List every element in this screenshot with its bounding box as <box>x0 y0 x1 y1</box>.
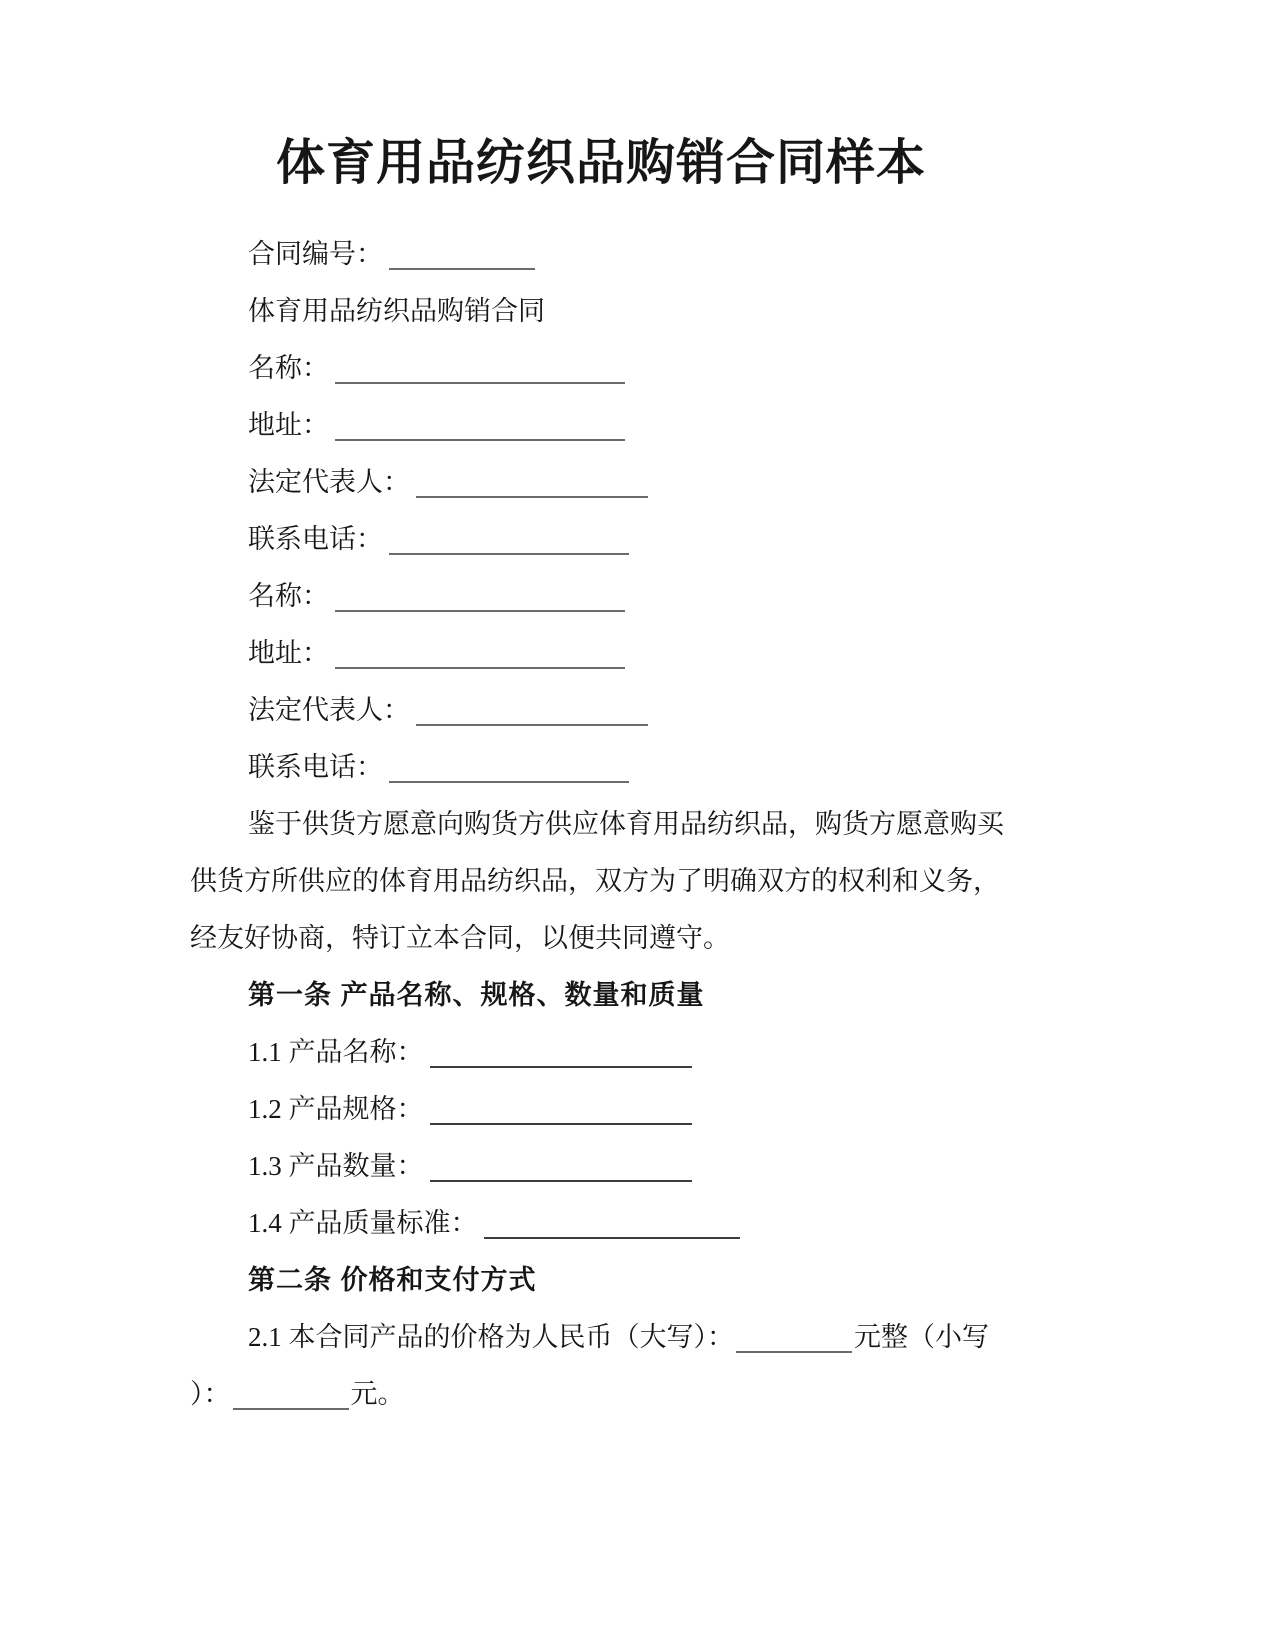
amount-capital-blank <box>736 1325 852 1353</box>
clause-1-1-line <box>190 1024 1012 1081</box>
party-b-legal-rep-line <box>190 682 1012 739</box>
party-b-name-blank <box>335 584 625 612</box>
clause-2-1-text-prefix: 2.1 本合同产品的价格为人民币（大写）： <box>248 1322 734 1352</box>
party-b-address-blank <box>335 641 625 669</box>
article-1-heading: 第一条 产品名称、规格、数量和质量 <box>248 980 705 1010</box>
clause-2-1-line2-prefix: ）： <box>190 1379 231 1409</box>
amount-numeric-blank <box>233 1382 349 1410</box>
party-a-phone-blank <box>389 527 629 555</box>
party-b-phone-blank <box>389 755 629 783</box>
party-b-address-label: 地址： <box>248 638 329 668</box>
party-b-address-line <box>190 625 1012 682</box>
party-a-address-label: 地址： <box>248 410 329 440</box>
clause-1-3-label: 1.3 产品数量： <box>248 1151 424 1181</box>
party-b-name-line <box>190 568 1012 625</box>
clause-1-3-line <box>190 1138 1012 1195</box>
party-a-legal-rep-label: 法定代表人： <box>248 467 410 497</box>
party-a-address-line <box>190 397 1012 454</box>
clause-1-3-blank <box>430 1154 692 1182</box>
document-subtitle: 体育用品纺织品购销合同 <box>248 296 545 326</box>
document-content <box>190 130 1012 1423</box>
article-2-heading: 第二条 价格和支付方式 <box>248 1265 537 1295</box>
clause-1-2-blank <box>430 1097 692 1125</box>
party-a-legal-rep-line <box>190 454 1012 511</box>
contract-number-blank <box>389 242 535 270</box>
clause-2-1-line-1 <box>190 1309 1012 1366</box>
preamble-line-2: 供货方所供应的体育用品纺织品，双方为了明确双方的权利和义务， <box>190 866 1000 896</box>
clause-1-1-blank <box>430 1040 692 1068</box>
party-b-phone-label: 联系电话： <box>248 752 383 782</box>
clause-2-1-line-2 <box>190 1366 1012 1423</box>
preamble-line-3: 经友好协商，特订立本合同，以便共同遵守。 <box>190 923 730 953</box>
clause-1-2-label: 1.2 产品规格： <box>248 1094 424 1124</box>
clause-1-4-blank <box>484 1211 740 1239</box>
contract-number-line <box>190 226 1012 283</box>
party-a-phone-line <box>190 511 1012 568</box>
party-b-phone-line <box>190 739 1012 796</box>
party-a-legal-rep-blank <box>416 470 648 498</box>
clause-1-1-label: 1.1 产品名称： <box>248 1037 424 1067</box>
contract-number-label: 合同编号： <box>248 239 383 269</box>
clause-2-1-line2-suffix: 元。 <box>350 1379 405 1409</box>
party-b-name-label: 名称： <box>248 581 329 611</box>
document-title: 体育用品纺织品购销合同样本 <box>275 135 926 190</box>
party-b-legal-rep-label: 法定代表人： <box>248 695 410 725</box>
party-b-legal-rep-blank <box>416 698 648 726</box>
preamble-line-1: 鉴于供货方愿意向购货方供应体育用品纺织品，购货方愿意购买 <box>248 809 1004 839</box>
party-a-name-blank <box>335 356 625 384</box>
party-a-name-line <box>190 340 1012 397</box>
party-a-address-blank <box>335 413 625 441</box>
clause-1-4-label: 1.4 产品质量标准： <box>248 1208 478 1238</box>
party-a-name-label: 名称： <box>248 353 329 383</box>
clause-1-2-line <box>190 1081 1012 1138</box>
clause-1-4-line <box>190 1195 1012 1252</box>
clause-2-1-text-suffix: 元整（小写 <box>854 1322 989 1352</box>
party-a-phone-label: 联系电话： <box>248 524 383 554</box>
